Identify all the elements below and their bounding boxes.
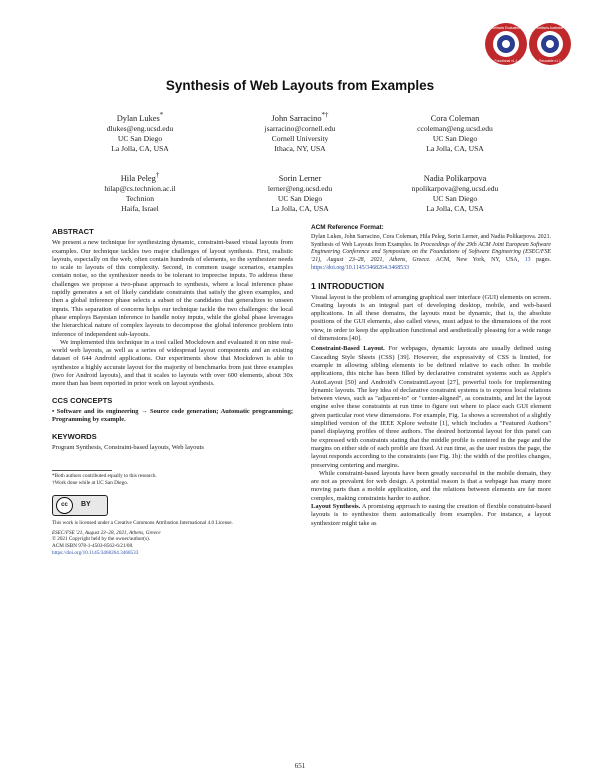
right-column bbox=[311, 222, 551, 528]
cc-license-logo[interactable] bbox=[52, 495, 108, 516]
author-affiliation: UC San Diego bbox=[117, 133, 163, 143]
author-email[interactable]: hilap@cs.technion.ac.il bbox=[104, 183, 176, 193]
author-location: Haifa, Israel bbox=[121, 203, 159, 213]
author-email[interactable]: npolikarpova@eng.ucsd.edu bbox=[411, 183, 499, 193]
footnote: *Both authors contributed equally to this research. bbox=[52, 473, 157, 480]
acm-reference-heading: ACM Reference Format: bbox=[311, 224, 384, 231]
isbn-text: ACM ISBN 978-1-4503-8562-6/21/08. bbox=[52, 543, 134, 550]
left-column bbox=[52, 222, 293, 557]
author-block bbox=[65, 110, 215, 154]
author-email[interactable]: jsarracino@cornell.edu bbox=[264, 123, 336, 133]
page-number: 651 bbox=[294, 762, 306, 770]
artifacts-evaluated-badge bbox=[485, 23, 527, 65]
author-name: Dylan Lukes* bbox=[116, 111, 164, 123]
author-location: La Jolla, CA, USA bbox=[111, 143, 169, 153]
badge-left-bottom-text: Functional v1.1 bbox=[494, 59, 518, 63]
doi-link[interactable]: https://doi.org/10.1145/3468264.3468533 bbox=[52, 549, 139, 556]
ccs-concepts: • Software and its engineering → Source code generation; Automatic programming; Programming by example. bbox=[52, 407, 293, 424]
ccs-heading: CCS CONCEPTS bbox=[52, 395, 113, 405]
author-email[interactable]: lerner@eng.ucsd.edu bbox=[267, 183, 333, 193]
author-location: Ithaca, NY, USA bbox=[274, 143, 326, 153]
paper-title: Synthesis of Web Layouts from Examples bbox=[165, 78, 435, 93]
author-block bbox=[225, 170, 375, 214]
author-block bbox=[225, 110, 375, 154]
author-name: Cora Coleman bbox=[430, 113, 480, 123]
author-name: Sorin Lerner bbox=[278, 173, 322, 183]
cc-icon: cc bbox=[56, 497, 73, 514]
footnote-rule bbox=[52, 470, 112, 471]
venue-text: ESEC/FSE '21, August 23–28, 2021, Athens, Greece bbox=[52, 529, 161, 536]
intro-paragraph: Constraint-Based Layout. For webpages, dynamic layouts are usually defined using Cascading Style Sheets (CSS) [39]. However, the expressivity of CSS is limited, for example in allowing sibling elements to be defined relative to each other. In mobile applications, this niche has been filled by declarative constraint systems such as Apple's AutoLayout [50] and Android's ConstraintLayout [27], powerful tools for implementing dynamic layouts. The key idea of declarative constraint systems is to express local relations between views, such as "adjacent-to" or "center-aligned", as constraints, and let the layout engine solve these constraints at run time to figure out where to place each GUI element given particular root view dimensions. For example, Fig. 1a shows a screenshot of a slightly simplified version of the IEEE Xplore website [1], which includes a "Featured Authors" panel displaying profiles of three authors. The desired horizontal layout for this panel can be expressed with constraints stating that the middle profile is centered in the page and the margins on either side of each profile are fixed. At run time, as the user resizes the page, the layout responds according to the constraints (see Fig. 1b): the width of the profiles changes, preserving centering and margins. bbox=[311, 345, 551, 469]
author-block bbox=[380, 110, 530, 154]
acm-reference-text: Dylan Lukes, John Sarracino, Cora Coleman, Hila Peleg, Sorin Lerner, and Nadia Polikarpova. 2021. Synthesis of Web Layouts from Examples. In Proceedings of the 29th ACM Joint European Software Engineering Conference and Symposium on the Foundations of Software Engineering (ESEC/FSE '21), August 23–28, 2021, Athens, Greece. ACM, New York, NY, USA, 13 pages. https://doi.org/10.1145/3468264.3468533 bbox=[311, 234, 551, 271]
keywords-heading: KEYWORDS bbox=[52, 431, 97, 441]
pages-link[interactable]: 13 bbox=[524, 257, 531, 264]
author-affiliation: Cornell University bbox=[271, 133, 329, 143]
abstract-heading: ABSTRACT bbox=[52, 227, 94, 236]
keywords-text: Program Synthesis, Constraint-based layouts, Web layouts bbox=[52, 443, 204, 451]
author-affiliation: Technion bbox=[125, 193, 155, 203]
author-affiliation: UC San Diego bbox=[277, 193, 323, 203]
author-affiliation: UC San Diego bbox=[432, 193, 478, 203]
author-block bbox=[380, 170, 530, 214]
author-email[interactable]: ccoleman@eng.ucsd.edu bbox=[417, 123, 493, 133]
copyright-text: © 2021 Copyright held by the owner/author(s). bbox=[52, 536, 151, 543]
author-email[interactable]: dlukes@eng.ucsd.edu bbox=[106, 123, 174, 133]
artifact-badges bbox=[484, 20, 572, 72]
author-block bbox=[65, 170, 215, 214]
author-location: La Jolla, CA, USA bbox=[271, 203, 329, 213]
license-text: This work is licensed under a Creative Commons Attribution International 4.0 License. bbox=[52, 519, 233, 526]
badge-right-bottom-text: Reusable v1.1 bbox=[539, 59, 561, 63]
intro-paragraph: While constraint-based layouts have been greatly successful in the mobile domain, they are not as prevalent for web design. A potential reason is that a webpage has many more moving parts than a mobile application, and the relations between elements are far more complex, making constraints harder to author. bbox=[311, 469, 551, 502]
artifact-badges-svg bbox=[484, 20, 572, 72]
footnote: †Work done while at UC San Diego. bbox=[52, 479, 129, 486]
author-name: Hila Peleg† bbox=[120, 171, 160, 183]
introduction-heading: 1 INTRODUCTION bbox=[311, 281, 385, 292]
author-location: La Jolla, CA, USA bbox=[426, 143, 484, 153]
abstract-paragraph: We present a new technique for synthesizing dynamic, constraint-based visual layouts from examples. Our technique tackles two major challenges of layout synthesis. First, realistic layouts, especially on the web, often contain hundreds of elements, so the synthesizer needs to scale to layouts of this complexity. Second, in common usage scenarios, examples contain noise, so the synthesizer needs to be tolerant to imprecise inputs. To address these challenges we propose a two-phase approach to synthesis, where a local inference phase rapidly generates a set of likely candidate constraints that satisfy the given examples, and then a global inference phase selects a subset of the candidates that generalizes to unseen inputs. This separation of concerns helps our technique tackle the two challenges: the local phase employs Bayesian inference to handle noisy inputs, while the global phase leverages the hierarchical nature of complex layouts to decompose the global inference problem into inference of independent sub-layouts. bbox=[52, 239, 293, 338]
intro-paragraph: Visual layout is the problem of arranging graphical user interface (GUI) elements on screen. Creating layouts is an integral part of developing desktop, mobile, and web-based applications. In all these domains, the layouts must be dynamic, that is, the absolute positions of the GUI elements, also called views, must adjust to the dimensions of the root view, in order to keep the application functional and aesthetically pleasing for a wide range of dimensions [40]. bbox=[311, 293, 551, 343]
author-name: Nadia Polikarpova bbox=[423, 173, 487, 183]
badge-right-top-text: Artifacts Available bbox=[536, 26, 564, 30]
acm-doi-link[interactable]: https://doi.org/10.1145/3468264.3468533 bbox=[311, 264, 410, 271]
artifacts-available-badge bbox=[529, 23, 571, 65]
author-name: John Sarracino*† bbox=[271, 111, 329, 123]
badge-left-top-text: Artifacts Evaluated bbox=[491, 26, 521, 30]
intro-paragraph: Layout Synthesis. A promising approach to easing the creation of flexible constraint-based layouts is to synthesize them automatically from examples. For instance, a layout synthesizer might take as bbox=[311, 502, 551, 527]
author-affiliation: UC San Diego bbox=[432, 133, 478, 143]
abstract-paragraph: We implemented this technique in a tool called Mockdown and evaluated it on nine real-world web layouts, as well as a series of widespread layout components and an existing dataset of 644 Android applications. Our experiments show that Mockdown is able to synthesize a highly accurate layout for the majority of benchmarks from just three examples (two for Android layouts), and that it scales to layouts with over 600 elements, about 30x more than has been reported in prior work on layout synthesis. bbox=[52, 338, 293, 388]
author-location: La Jolla, CA, USA bbox=[426, 203, 484, 213]
by-icon: BY bbox=[81, 501, 91, 509]
